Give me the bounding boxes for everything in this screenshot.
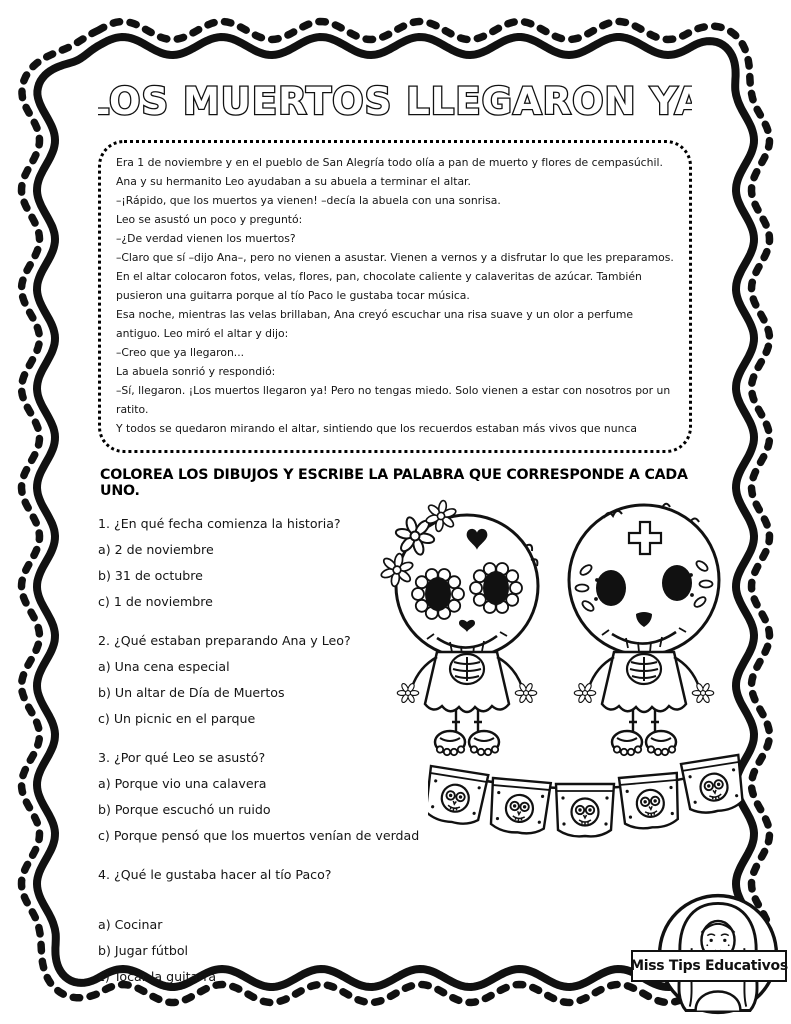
- answer-option[interactable]: a) Una cena especial: [98, 659, 230, 674]
- answer-option[interactable]: a) Porque vio una calavera: [98, 776, 267, 791]
- story-paragraph: –Claro que sí –dijo Ana–, pero no vienen a asustar. Vienen a vernos y a disfrutar lo que les preparamos.: [116, 251, 674, 264]
- question-text: 3. ¿Por qué Leo se asustó?: [98, 750, 266, 765]
- story-box: [98, 140, 692, 453]
- story-paragraph: –¿De verdad vienen los muertos?: [116, 232, 296, 245]
- brand-logo-label: Miss Tips Educativos: [631, 950, 787, 982]
- story-paragraph: –Creo que ya llegaron...: [116, 346, 245, 359]
- story-paragraph: Y todos se quedaron mirando el altar, sintiendo que los recuerdos estaban más vivos que nunca: [116, 422, 638, 435]
- sugar-skulls-illustration: [374, 490, 746, 778]
- sugar-skull-boy: [569, 504, 719, 655]
- story-paragraph: La abuela sonrió y respondió:: [116, 365, 276, 378]
- story-paragraph: –Sí, llegaron. ¡Los muertos llegaron ya! Pero no tengas miedo. Solo vienen a estar con nosotros por un ratito.: [116, 384, 671, 416]
- title-wrap: [98, 72, 692, 130]
- story-paragraph: Esa noche, mientras las velas brillaban, Ana creyó escuchar una risa suave y un olor a perfume antiguo. Leo miró el altar y dijo:: [116, 308, 634, 340]
- story-paragraph: Leo se asustó un poco y preguntó:: [116, 213, 303, 226]
- answer-option[interactable]: b) Porque escuchó un ruido: [98, 802, 271, 817]
- question-text: 1. ¿En qué fecha comienza la historia?: [98, 516, 341, 531]
- answer-option[interactable]: c) Un picnic en el parque: [98, 711, 256, 726]
- answer-option[interactable]: c) 1 de noviembre: [98, 594, 213, 609]
- options-list: [98, 912, 658, 990]
- answer-option[interactable]: c) Porque pensó que los muertos venían de verdad: [98, 828, 420, 843]
- answer-option[interactable]: a) 2 de noviembre: [98, 542, 214, 557]
- page-title: [98, 72, 692, 126]
- question-text: 2. ¿Qué estaban preparando Ana y Leo?: [98, 633, 351, 648]
- answer-option[interactable]: b) Un altar de Día de Muertos: [98, 685, 285, 700]
- story-paragraph: Era 1 de noviembre y en el pueblo de San Alegría todo olía a pan de muerto y flores de cempasúchil. Ana y su hermanito Leo ayudaban a su abuela a terminar el altar.: [116, 156, 663, 188]
- answer-option[interactable]: c) Tocar la guitarra: [98, 969, 217, 984]
- story-paragraph: –¡Rápido, que los muertos ya vienen! –decía la abuela con una sonrisa.: [116, 194, 501, 207]
- question-4: [98, 862, 658, 990]
- instruction-heading: COLOREA LOS DIBUJOS Y ESCRIBE LA PALABRA QUE CORRESPONDE A CADA UNO.: [100, 467, 688, 499]
- answer-option[interactable]: a) Cocinar: [98, 917, 163, 932]
- story-paragraph: En el altar colocaron fotos, velas, flores, pan, chocolate caliente y calaveritas de azúcar. También pusieron una guitarra porque al tío Paco le gustaba tocar música.: [116, 270, 642, 302]
- sugar-skull-girl: [376, 494, 538, 657]
- answer-option[interactable]: b) Jugar fútbol: [98, 943, 189, 958]
- question-text: 4. ¿Qué le gustaba hacer al tío Paco?: [98, 867, 332, 882]
- papel-picado-banner: [428, 750, 746, 862]
- page-title-text: LOS MUERTOS LLEGARON YA: [98, 80, 692, 123]
- answer-option[interactable]: b) 31 de octubre: [98, 568, 203, 583]
- brand-logo: [630, 886, 791, 1024]
